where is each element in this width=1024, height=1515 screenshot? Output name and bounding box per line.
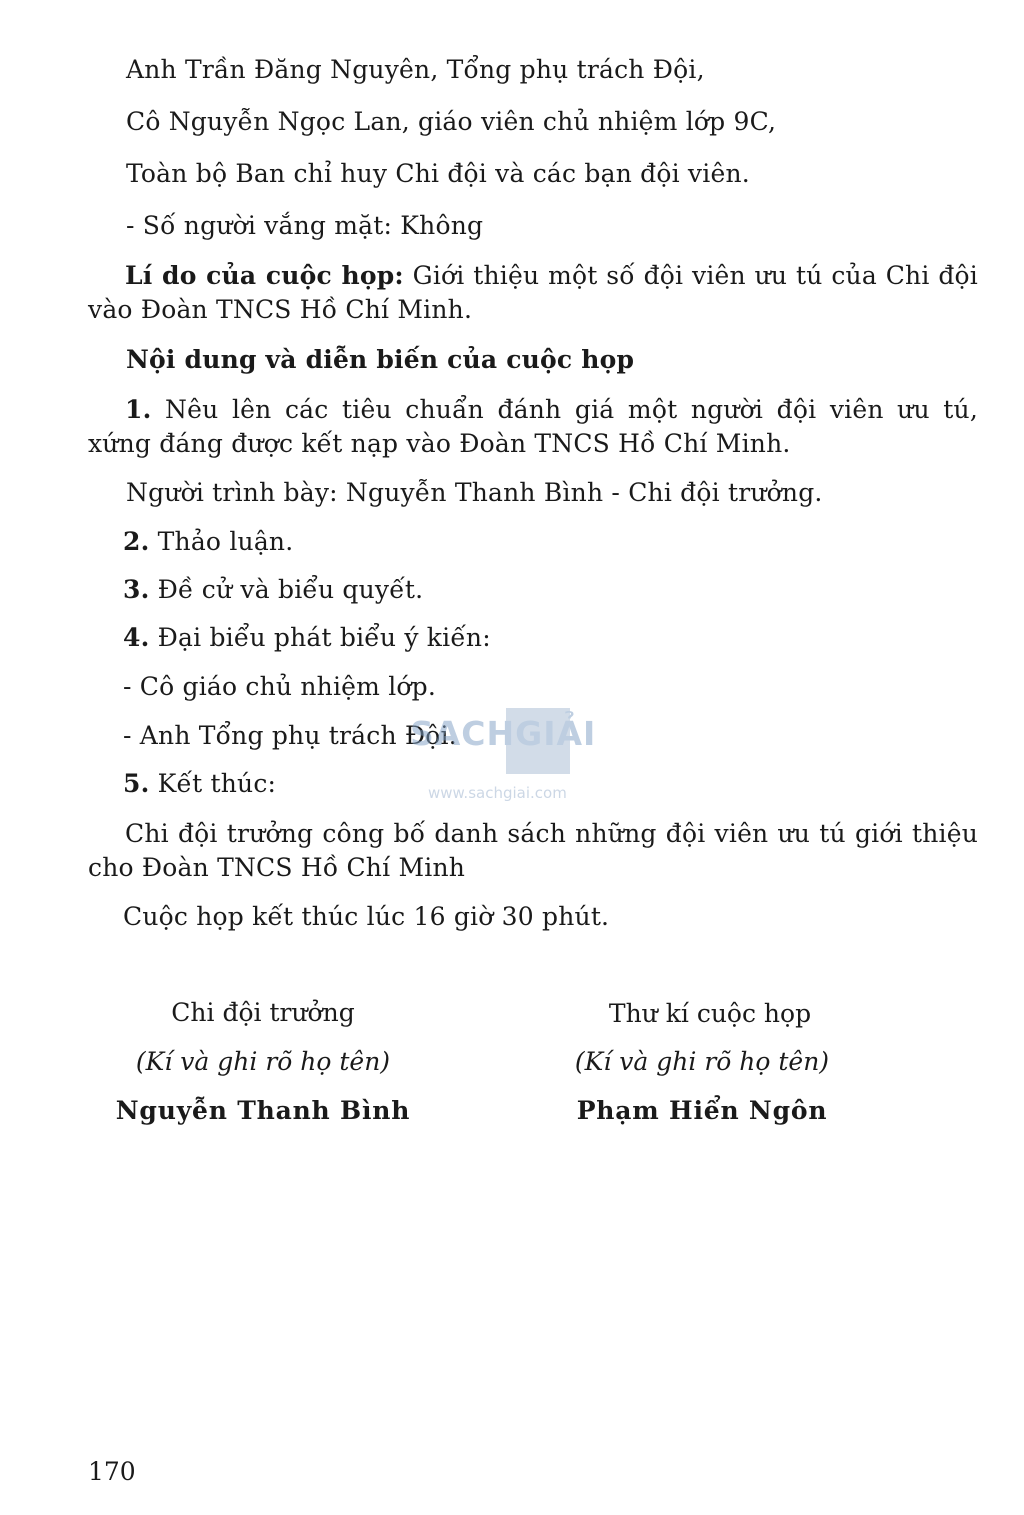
attendee-line-2: Cô Nguyễn Ngọc Lan, giáo viên chủ nhiệm lớp 9C, <box>126 107 777 136</box>
item-4-text: Đại biểu phát biểu ý kiến: <box>157 623 491 652</box>
right-signature-name: Phạm Hiển Ngôn <box>576 1096 828 1125</box>
right-signature-title: Thư kí cuộc họp <box>608 999 812 1028</box>
absent-line: - Số người vắng mặt: Không <box>126 211 484 240</box>
item-2-number: 2. <box>123 527 150 556</box>
right-signature-note: (Kí và ghi rõ họ tên) <box>574 1047 830 1076</box>
reason-label: Lí do của cuộc họp: <box>125 261 404 290</box>
item-2-line <box>123 525 293 559</box>
reason-text: Giới thiệu một số đội viên ưu tú của Chi đội vào Đoàn TNCS Hồ Chí Minh. <box>88 261 978 324</box>
item-1-paragraph <box>88 393 978 461</box>
item-1-number: 1. <box>125 395 152 424</box>
content-heading: Nội dung và diễn biến của cuộc họp <box>126 345 635 374</box>
end-time-line: Cuộc họp kết thúc lúc 16 giờ 30 phút. <box>123 902 610 931</box>
left-signature-name: Nguyễn Thanh Bình <box>115 1096 411 1125</box>
item-1-text: Nêu lên các tiêu chuẩn đánh giá một người đội viên ưu tú, xứng đáng được kết nạp vào Đoàn TNCS Hồ Chí Minh. <box>88 395 979 458</box>
presenter-line: Người trình bày: Nguyễn Thanh Bình - Chi đội trưởng. <box>126 478 823 507</box>
item-4-line <box>123 621 491 655</box>
item-3-text: Đề cử và biểu quyết. <box>157 575 424 604</box>
reason-paragraph <box>88 259 978 327</box>
item-3-number: 3. <box>123 575 150 604</box>
attendee-line-1: Anh Trần Đăng Nguyên, Tổng phụ trách Đội, <box>126 55 705 84</box>
watermark-url: www.sachgiai.com <box>428 784 567 802</box>
page-number: 170 <box>88 1457 136 1486</box>
item-2-text: Thảo luận. <box>157 527 294 556</box>
item-4-sub-2: - Anh Tổng phụ trách Đội. <box>123 721 457 750</box>
watermark-logo-text: SACHGIẢI <box>410 714 597 753</box>
item-5-line <box>123 767 276 801</box>
attendee-line-3: Toàn bộ Ban chỉ huy Chi đội và các bạn đội viên. <box>126 159 750 188</box>
item-4-number: 4. <box>123 623 150 652</box>
left-signature-title: Chi đội trưởng <box>171 998 355 1027</box>
item-4-sub-1: - Cô giáo chủ nhiệm lớp. <box>123 672 437 701</box>
item-5-number: 5. <box>123 769 150 798</box>
item-5-text: Kết thúc: <box>157 769 277 798</box>
item-3-line <box>123 573 423 607</box>
left-signature-note: (Kí và ghi rõ họ tên) <box>135 1047 391 1076</box>
sachgiai-watermark <box>410 708 620 808</box>
closing-paragraph: Chi đội trưởng công bố danh sách những đội viên ưu tú giới thiệu cho Đoàn TNCS Hồ Chí Minh <box>88 819 978 882</box>
